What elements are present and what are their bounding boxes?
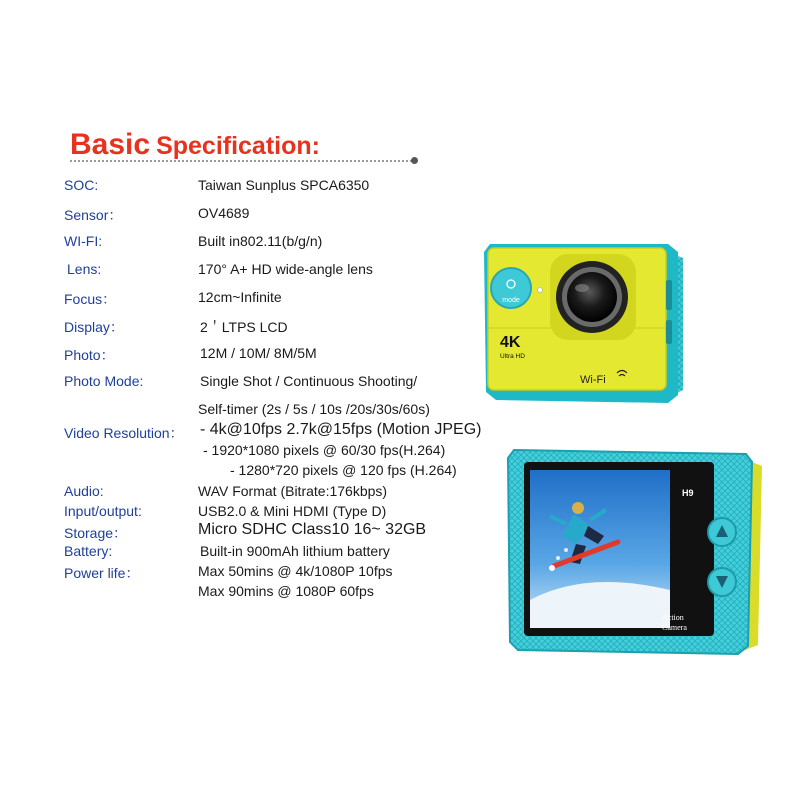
brand-line-2: Camera — [662, 623, 687, 632]
spec-label-audio: Audio: — [64, 483, 104, 499]
spec-value-sensor: OV4689 — [198, 205, 250, 221]
spec-value-photo-mode-2: Self-timer (2s / 5s / 10s /20s/30s/60s) — [198, 401, 430, 417]
spec-value-battery: Built-in 900mAh lithium battery — [200, 543, 390, 559]
4k-badge: 4K — [500, 334, 521, 351]
spec-label-video-resolution: Video Resolution： — [64, 425, 184, 441]
spec-value-photo-mode-1: Single Shot / Continuous Shooting/ — [200, 373, 418, 389]
spec-label-battery: Battery: — [64, 543, 113, 559]
ultra-hd-label: Ultra HD — [500, 353, 525, 360]
spec-value-lens: 170° A+ HD wide-angle lens — [198, 261, 373, 277]
spec-label-photo-mode: Photo Mode: — [64, 373, 144, 389]
spec-label-wifi: WI-FI: — [64, 233, 103, 249]
mode-button-label: mode — [502, 297, 520, 304]
spec-value-focus: 12cm~Infinite — [198, 289, 282, 305]
title-rule-dot — [411, 157, 418, 164]
spec-value-display: 2＇LTPS LCD — [200, 319, 288, 335]
spec-value-video-1: - 4k@10fps 2.7k@15fps (Motion JPEG) — [200, 421, 482, 438]
camera-back-image — [506, 440, 768, 665]
brand-line-1: Action — [662, 613, 684, 622]
title-word-basic: Basic — [70, 128, 151, 161]
title-dotted-rule — [70, 160, 416, 162]
spec-label-power-life: Power life： — [64, 565, 140, 581]
spec-value-wifi: Built in802.11(b/g/n) — [198, 233, 323, 249]
spec-value-storage: Micro SDHC Class10 16~ 32GB — [198, 521, 427, 538]
title-word-specification: Specification: — [156, 132, 320, 160]
page-title — [70, 128, 320, 162]
spec-label-input-output: Input/output: — [64, 503, 142, 519]
spec-label-sensor: Sensor： — [64, 207, 123, 223]
spec-label-focus: Focus： — [64, 291, 117, 307]
spec-value-input-output: USB2.0 & Mini HDMI (Type D) — [198, 503, 387, 519]
spec-value-video-3: - 1280*720 pixels @ 120 fps (H.264) — [230, 462, 457, 478]
spec-value-power-life-2: Max 90mins @ 1080P 60fps — [198, 583, 374, 599]
spec-label-photo: Photo： — [64, 347, 115, 363]
spec-value-photo: 12M / 10M/ 8M/5M — [200, 345, 317, 361]
camera-front-image — [478, 240, 698, 405]
spec-label-display: Display： — [64, 319, 124, 335]
spec-value-audio: WAV Format (Bitrate:176kbps) — [198, 483, 388, 499]
spec-value-power-life-1: Max 50mins @ 4k/1080P 10fps — [198, 563, 393, 579]
spec-value-soc: Taiwan Sunplus SPCA6350 — [198, 177, 370, 193]
spec-value-video-2: - 1920*1080 pixels @ 60/30 fps(H.264) — [203, 442, 446, 458]
spec-label-lens: Lens: — [67, 261, 102, 277]
model-label: H9 — [682, 488, 694, 498]
wifi-label: Wi-Fi — [580, 374, 606, 386]
spec-label-storage: Storage： — [64, 525, 128, 541]
spec-label-soc: SOC: — [64, 177, 99, 193]
